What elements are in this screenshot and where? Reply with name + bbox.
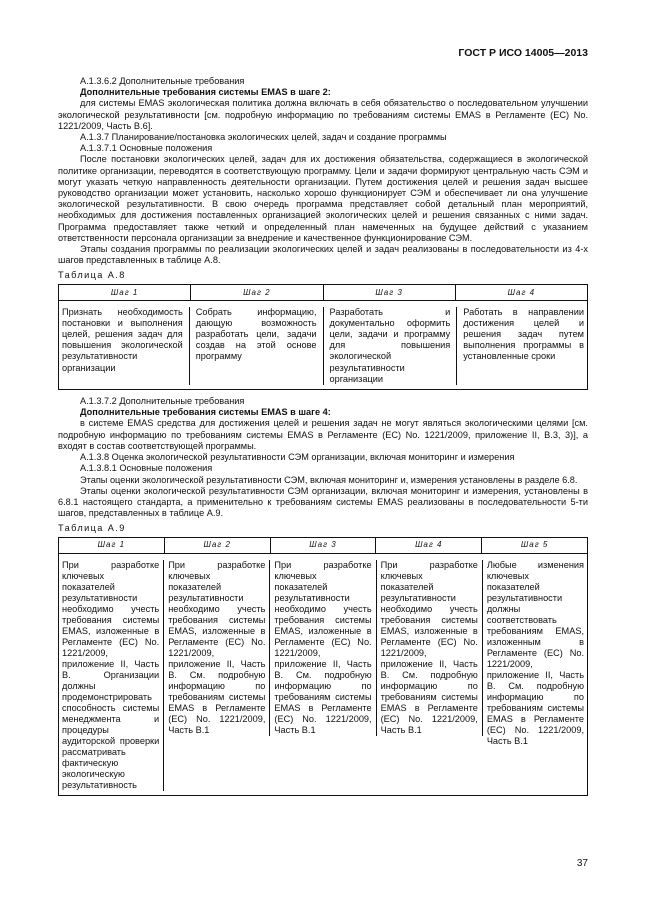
section-a138-heading: А.1.3.8 Оценка экологической результативности СЭМ организации, включая мониторинг и измерения [80, 452, 515, 463]
section-a1362-heading: А.1.3.6.2 Дополнительные требования [80, 76, 245, 86]
table-a8-cell: Работать в направлении достижения целей и решения задач путем выполнения программы в установленные сроки [463, 306, 584, 362]
table-a9-cell: При разработке ключевых показателей результативности необходимо учесть требования системы EMAS, изложенные в Регламенте (ЕС) No. 1221/2009, приложение II, Часть В. См. подробную информацию по требованиям системы EMAS в Регламенте (ЕС) No. 1221/2009, Часть В.1 [270, 560, 376, 736]
section-a1372-text: в системе EMAS средства для достижения целей и решения задач не могут являться экологическими целями [см. подробную информацию по требованиям системы EMAS в Регламенте (ЕС) No. 1221/2009, приложение II, В.3, 3)], а входят в состав соответствующей программы. [58, 418, 588, 451]
section-a1381-heading: А.1.3.8.1 Основные положения [80, 463, 213, 474]
standard-header: ГОСТ Р ИСО 14005—2013 [458, 47, 588, 59]
section-a1371-para1: После постановки экологических целей, задач для их достижения обязательства, содержащиеся в экологической политике организации, переводятся в соответствующую программу. Цели и задачи формируют центральную часть СЭМ и могут указать четкую направленность деятельности организации. Путем достижения целей и решения задач высшее руководство организации может установить, насколько хорошо функционирует СЭМ и обеспечивает ли она улучшение экологической результативности. В свою очередь программа представляет собой детальный план мероприятий, необходимых для достижения поставленных организацией экологических целей и решения связанных с ними задач. Программа предоставляет также четкий и определенный план намеченных на будущее действий с указанием ответственности персонала организации за внедрение и качественное функционирование СЭМ. [58, 154, 588, 243]
table-a8-header: Шаг 2 [191, 284, 323, 300]
table-a9-header: Шаг 4 [376, 537, 482, 553]
table-a9-header: Шаг 3 [270, 537, 376, 553]
table-a8-header: Шаг 1 [59, 284, 191, 300]
section-a1371-para2: Этапы создания программы по реализации экологических целей и задач реализованы в последовательности из 4-х шагов представленных в таблице А.8. [58, 244, 588, 266]
section-a1372-subheading: Дополнительные требования системы EMAS в шаге 4: [80, 407, 331, 418]
section-a1371-heading: А.1.3.7.1 Основные положения [80, 143, 213, 154]
table-a9-cell: При разработке ключевых показателей результативности необходимо учесть требования системы EMAS, изложенные в Регламенте (ЕС) No. 1221/2009, приложение II, Часть В. См. подробную информацию по требованиям системы EMAS в Регламенте (ЕС) No. 1221/2009, Часть В.1 [164, 560, 270, 736]
table-a8 [58, 284, 588, 390]
table-a9-header: Шаг 1 [59, 537, 165, 553]
table-a9 [58, 537, 588, 796]
table-a8-cell: Разработать и документально оформить цели, задачи и программу для повышения экологической результативности организации [324, 307, 458, 385]
table-a8-caption: Таблица А.8 [58, 270, 126, 281]
table-a8-cell: Собрать информацию, дающую возможность разработать цели, задачи создав на этой основе программу [190, 307, 324, 385]
table-a8-header: Шаг 4 [455, 284, 587, 300]
document-body [58, 76, 588, 796]
table-a9-cell: Любые изменения ключевых показателей результативности должны соответствовать требованиям EMAS, изложенным в Регламенте (ЕС) No. 1221/2009, приложение II, Часть В. См. подробную информацию по требованиям системы EMAS в Регламенте (ЕС) No. 1221/2009, Часть В.1 [486, 559, 585, 746]
section-a1362-subheading: Дополнительные требования системы EMAS в шаге 2: [80, 87, 331, 98]
table-a9-cell: При разработке ключевых показателей результативности необходимо учесть требования системы EMAS, изложенные в Регламенте (ЕС) No. 1221/2009, приложение II, Часть В. Организации должны продемонстрировать способность системы менеджмента и процедуры аудиторской проверки рассматривать фактическую экологическую результативность [59, 560, 164, 791]
table-a9-caption: Таблица А.9 [58, 523, 126, 534]
section-a1381-para2: Этапы оценки экологической результативности СЭМ организации, включая мониторинг и измерения, установлены в 6.8.1 настоящего стандарта, а применительно к требованиям системы EMAS реализованы в последовательности 5-ти шагов, представленных в таблице А.9. [58, 485, 588, 519]
section-a137-heading: А.1.3.7 Планирование/постановка экологических целей, задач и создание программы [80, 132, 447, 143]
table-a8-cell: Признать необходимость постановки и выполнения целей, решения задач для повышения экологической результативности организации [59, 307, 190, 385]
table-a8-header: Шаг 3 [323, 284, 455, 300]
section-a1372-heading: А.1.3.7.2 Дополнительные требования [80, 396, 245, 407]
table-a9-header: Шаг 5 [482, 537, 588, 553]
section-a1362-text: для системы EMAS экологическая политика должна включать в себя обязательство о последовательном улучшении экологической результативности [см. подробную информацию по требованиям системы EMAS в Регламенте (ЕС) No. 1221/2009, Часть В.6]. [58, 98, 588, 131]
table-a9-cell: При разработке ключевых показателей результативности необходимо учесть требования системы EMAS, изложенные в Регламенте (ЕС) No. 1221/2009, приложение II, Часть В. См. подробную информацию по требованиям системы EMAS в Регламенте (ЕС) No. 1221/2009, Часть В.1 [377, 560, 483, 736]
page-number: 37 [576, 858, 588, 869]
table-a9-header: Шаг 2 [164, 537, 270, 553]
section-a1381-para1: Этапы оценки экологической результативности СЭМ, включая мониторинг и, измерения установлены в разделе 6.8. [80, 474, 578, 485]
